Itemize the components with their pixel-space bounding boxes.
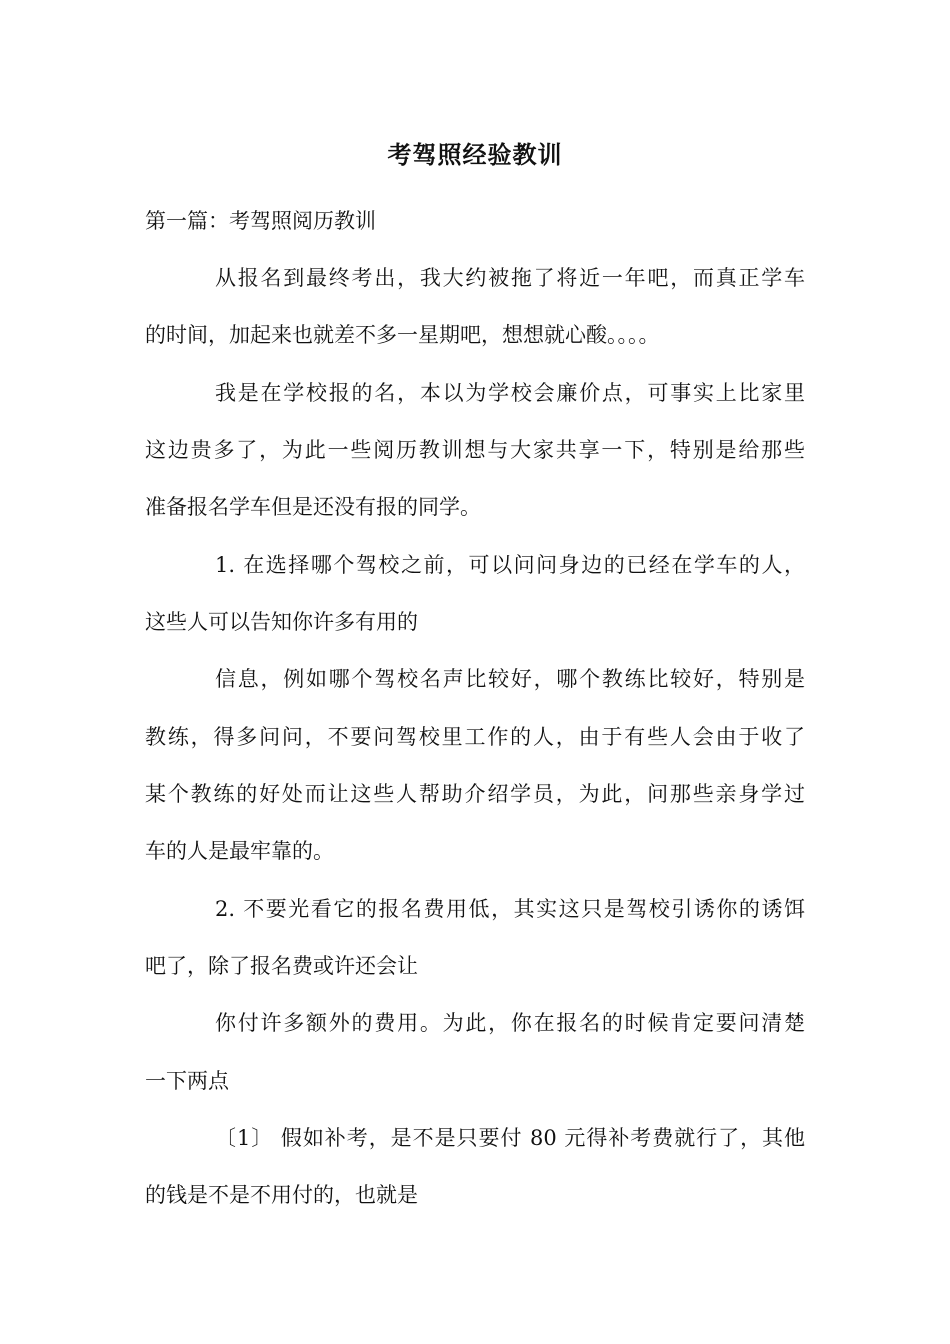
list-item-line: 1. 在选择哪个驾校之前，可以问问身边的已经在学车的人， xyxy=(215,553,805,577)
document-title: 考驾照经验教训 xyxy=(387,140,563,169)
paragraph-line: 的时间，加起来也就差不多一星期吧，想想就心酸。。。。 xyxy=(145,323,660,347)
paragraph-line: 车的人是最牢靠的。 xyxy=(145,839,334,863)
paragraph-line: 我是在学校报的名，本以为学校会廉价点，可事实上比家里 xyxy=(215,381,805,405)
paragraph-line: 从报名到最终考出，我大约被拖了将近一年吧，而真正学车 xyxy=(215,266,805,290)
paragraph-line: 吧了，除了报名费或许还会让 xyxy=(145,954,418,978)
paragraph-line: 一下两点 xyxy=(145,1069,229,1093)
paragraph-line: 信息，例如哪个驾校名声比较好，哪个教练比较好，特别是 xyxy=(215,667,805,691)
paragraph-line: 准备报名学车但是还没有报的同学。 xyxy=(145,495,481,519)
paragraph-line: 教练，得多问问，不要问驾校里工作的人，由于有些人会由于收了 xyxy=(145,725,805,749)
paragraph-line: 的钱是不是不用付的，也就是 xyxy=(145,1183,418,1207)
paragraph-line: 某个教练的好处而让这些人帮助介绍学员，为此，问那些亲身学过 xyxy=(145,782,805,806)
paragraph-line: 你付许多额外的费用。为此，你在报名的时候肯定要问清楚 xyxy=(215,1011,805,1035)
section-heading: 第一篇：考驾照阅历教训 xyxy=(145,209,376,233)
list-item-line: 〔1〕 假如补考，是不是只要付 80 元得补考费就行了，其他 xyxy=(215,1126,805,1150)
paragraph-line: 这些人可以告知你许多有用的 xyxy=(145,610,418,634)
paragraph-line: 这边贵多了，为此一些阅历教训想与大家共享一下，特别是给那些 xyxy=(145,438,805,462)
list-item-line: 2. 不要光看它的报名费用低，其实这只是驾校引诱你的诱饵 xyxy=(215,897,805,921)
